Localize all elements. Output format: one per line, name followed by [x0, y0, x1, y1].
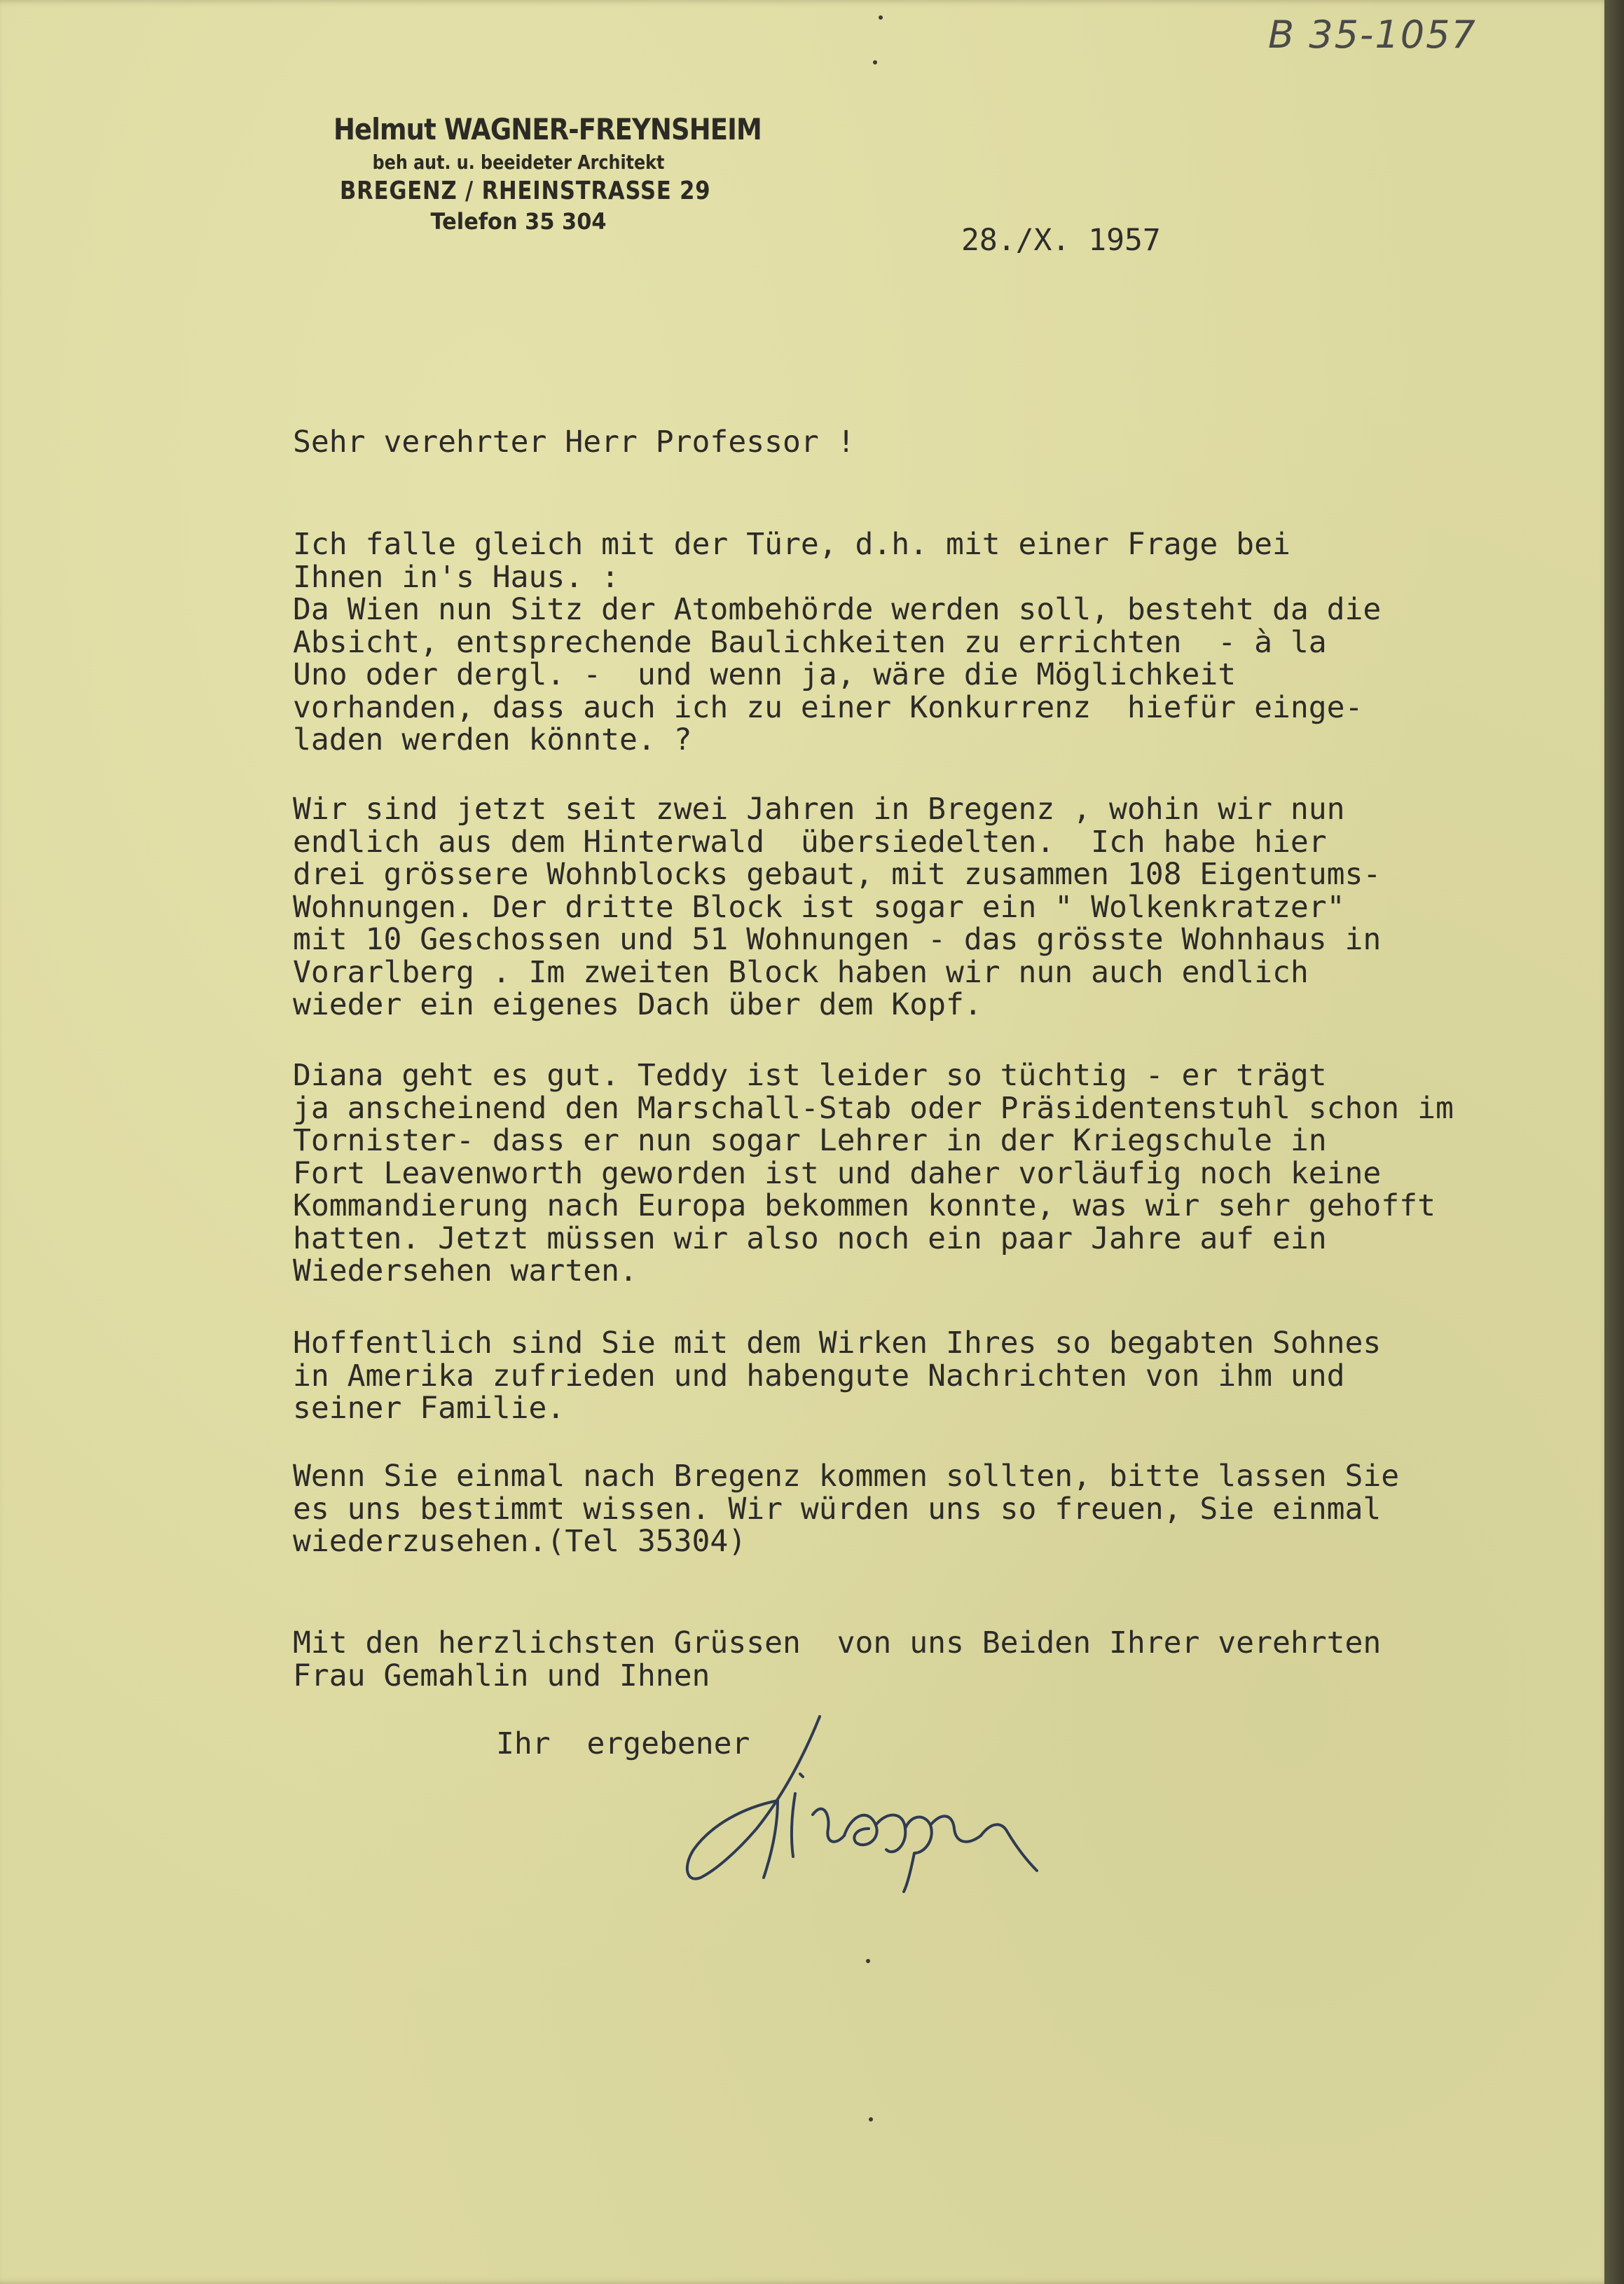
archive-mark: B 35-1057 [1268, 13, 1477, 57]
salutation: Sehr verehrter Herr Professor ! [293, 425, 855, 460]
paragraph-4: Hoffentlich sind Sie mit dem Wirken Ihres so begabten Sohnes in Amerika zufrieden und habengute Nachrichten von ihm und seiner Familie. [293, 1326, 1382, 1426]
letterhead-address: BREGENZ / RHEINSTRASSE 29 [340, 177, 711, 205]
handwritten-signature [673, 1709, 1121, 1920]
paragraph-2: Wir sind jetzt seit zwei Jahren in Bregenz , wohin wir nun endlich aus dem Hinterwald übersiedelten. Ich habe hier drei grössere Wohnblocks gebaut, mit zusammen 108 Eigentums- Wohnungen. Der dritte Block ist sogar ein " Wolkenkratzer" mit 10 Geschossen und 51 Wohnungen - das grösste Wohnhaus in Vorarlberg . Im zweiten Block haben wir nun auch endlich wieder ein eigenes Dach über dem Kopf. [293, 792, 1382, 1022]
staple-hole [869, 2117, 873, 2121]
letter-date: 28./X. 1957 [961, 223, 1161, 258]
staple-hole [879, 15, 883, 20]
yours-sincerely: Ihr ergebener [496, 1726, 750, 1761]
letterhead-stamp [308, 112, 762, 235]
scan-edge [1604, 0, 1624, 2284]
letterhead-phone: Telefon 35 304 [430, 208, 607, 235]
closing-greeting: Mit den herzlichsten Grüssen von uns Beiden Ihrer verehrten Frau Gemahlin und Ihnen [293, 1625, 1382, 1693]
staple-hole [873, 60, 877, 64]
paragraph-1: Ich falle gleich mit der Türe, d.h. mit einer Frage bei Ihnen in's Haus. : Da Wien nun Sitz der Atombehörde werden soll, besteht da die Absicht, entsprechende Baulichkeiten zu errichten - à la Uno oder dergl. - und wenn ja, wäre die Möglichkeit vorhanden, dass auch ich zu einer Konkurrenz hiefür einge- laden werden könnte. ? [293, 527, 1382, 757]
letterhead-name: Helmut WAGNER-FREYNSHEIM [333, 112, 762, 146]
staple-hole [866, 1959, 870, 1963]
paragraph-3: Diana geht es gut. Teddy ist leider so tüchtig - er trägt ja anscheinend den Marschall-Stab oder Präsidentenstuhl schon im Tornister- dass er nun sogar Lehrer in der Kriegschule in Fort Leavenworth geworden ist und daher vorläufig noch keine Kommandierung nach Europa bekommen konnte, was wir sehr gehofft hatten. Jetzt müssen wir also noch ein paar Jahre auf ein Wiedersehen warten. [293, 1058, 1454, 1288]
paragraph-5: Wenn Sie einmal nach Bregenz kommen sollten, bitte lassen Sie es uns bestimmt wissen. Wir würden uns so freuen, Sie einmal wiederzusehen.(Tel 35304) [293, 1459, 1400, 1559]
letterhead-title: beh aut. u. beeideter Architekt [372, 151, 665, 174]
